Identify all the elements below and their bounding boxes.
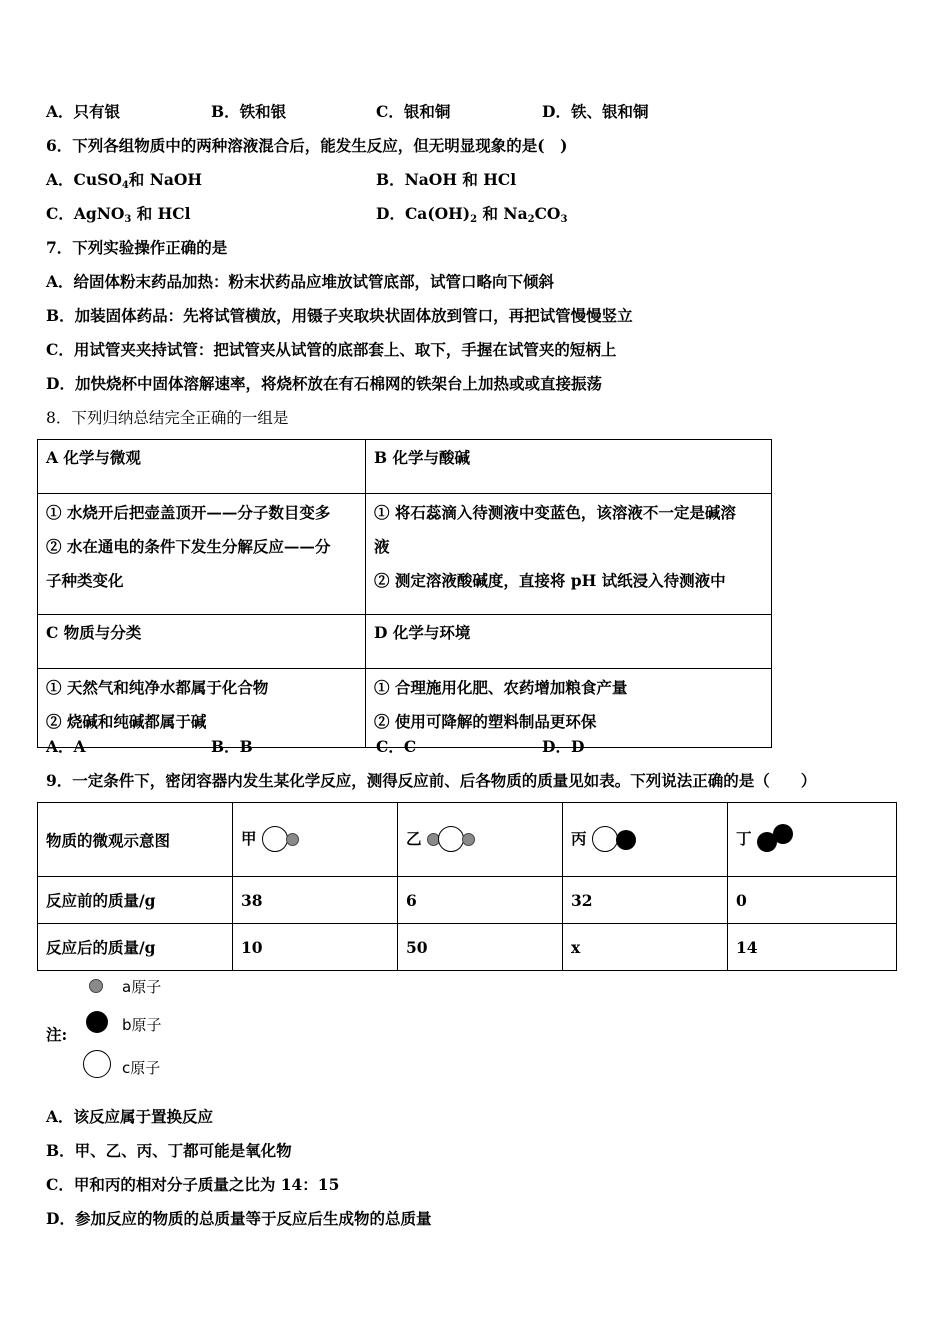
legend-b-atom-icon [86, 1011, 108, 1033]
q9-row-after-label: 反应后的质量/g [38, 924, 233, 971]
molecule-jia [262, 826, 306, 854]
a-atom-icon [462, 833, 475, 846]
b-atom-icon [616, 830, 636, 850]
q8-cell-c-title: C 物质与分类 [38, 615, 366, 669]
q9-header-label: 物质的微观示意图 [38, 803, 233, 877]
q9-after-bing: x [563, 924, 728, 971]
molecule-yi [427, 826, 483, 854]
q9-before-jia: 38 [233, 877, 398, 924]
q9-before-yi: 6 [398, 877, 563, 924]
q9-note-label: 注: [46, 1025, 68, 1044]
q7-option-c: C．用试管夹夹持试管：把试管夹从试管的底部套上、取下，手握在试管夹的短柄上 [46, 340, 617, 359]
q9-header-ding: 丁 [728, 803, 897, 877]
q5-option-b: B．铁和银 [211, 102, 287, 121]
q9-option-c: C．甲和丙的相对分子质量之比为 14：15 [46, 1175, 340, 1194]
legend-a-label: a原子 [122, 978, 162, 996]
q9-after-yi: 50 [398, 924, 563, 971]
q9-header-jia: 甲 [233, 803, 398, 877]
q9-option-a: A．该反应属于置换反应 [46, 1107, 214, 1126]
q6-option-c: C．AgNO$_3$ 和 HCl [46, 204, 191, 225]
c-atom-icon [438, 826, 464, 852]
q8-cell-b-body: ① 将石蕊滴入待测液中变蓝色，该溶液不一定是碱溶 液 ② 测定溶液酸碱度，直接将 pH 试纸浸入待测液中 [366, 494, 772, 615]
q8-cell-a-body: ① 水烧开后把壶盖顶开——分子数目变多 ② 水在通电的条件下发生分解反应——分 子种类变化 [38, 494, 366, 615]
q9-option-b: B．甲、乙、丙、丁都可能是氧化物 [46, 1141, 292, 1160]
legend-b-label: b原子 [122, 1016, 162, 1034]
legend-a-atom-icon [89, 979, 103, 993]
q9-header-bing: 丙 [563, 803, 728, 877]
q8-cell-b-title: B 化学与酸碱 [366, 440, 772, 494]
q8-option-d: D．D [542, 737, 585, 756]
q9-header-yi: 乙 [398, 803, 563, 877]
legend-c-label: c原子 [122, 1059, 161, 1077]
q7-option-a: A．给固体粉末药品加热：粉末状药品应堆放试管底部，试管口略向下倾斜 [46, 272, 555, 291]
molecule-ding [757, 826, 799, 854]
q9-table [37, 802, 897, 971]
q6-option-d: D．$Ca(OH)_2$ 和 $Na_2CO_3$ [376, 204, 568, 225]
q5-option-d: D．铁、银和铜 [542, 102, 649, 121]
q8-cell-d-body: ① 合理施用化肥、农药增加粮食产量 ② 使用可降解的塑料制品更环保 [366, 669, 772, 748]
q8-option-a: A．A [46, 737, 86, 756]
q6-stem: 6．下列各组物质中的两种溶液混合后，能发生反应，但无明显现象的是( ) [46, 136, 568, 155]
q9-row-before-label: 反应前的质量/g [38, 877, 233, 924]
q6-option-b: B．NaOH 和 HCl [376, 170, 517, 189]
q5-option-a: A．只有银 [46, 102, 121, 121]
q8-option-b: B．B [211, 737, 253, 756]
q5-option-c: C．银和铜 [376, 102, 451, 121]
q9-before-bing: 32 [563, 877, 728, 924]
q9-stem: 9．一定条件下，密闭容器内发生某化学反应，测得反应前、后各物质的质量见如表。下列说法正确的是（ ） [46, 771, 817, 790]
molecule-bing [592, 826, 642, 854]
legend-c-atom-icon [83, 1050, 111, 1078]
c-atom-icon [592, 826, 618, 852]
a-atom-icon [286, 833, 299, 846]
q9-before-ding: 0 [728, 877, 897, 924]
c-atom-icon [262, 826, 288, 852]
q7-option-d: D．加快烧杯中固体溶解速率，将烧杯放在有石棉网的铁架台上加热或或直接振荡 [46, 374, 602, 393]
q8-table [37, 439, 772, 748]
q8-cell-d-title: D 化学与环境 [366, 615, 772, 669]
q9-after-jia: 10 [233, 924, 398, 971]
q7-stem: 7．下列实验操作正确的是 [46, 238, 228, 257]
q8-stem: 8．下列归纳总结完全正确的一组是 [46, 409, 289, 427]
q9-option-d: D．参加反应的物质的总质量等于反应后生成物的总质量 [46, 1209, 432, 1228]
q7-option-b: B．加装固体药品：先将试管横放，用镊子夹取块状固体放到管口，再把试管慢慢竖立 [46, 306, 633, 325]
q8-cell-a-title: A 化学与微观 [38, 440, 366, 494]
q6-option-a: A．CuSO$_4$和 NaOH [46, 170, 203, 191]
q8-cell-c-body: ① 天然气和纯净水都属于化合物 ② 烧碱和纯碱都属于碱 [38, 669, 366, 748]
q9-after-ding: 14 [728, 924, 897, 971]
q8-option-c: C．C [376, 737, 417, 756]
b-atom-icon [773, 824, 793, 844]
